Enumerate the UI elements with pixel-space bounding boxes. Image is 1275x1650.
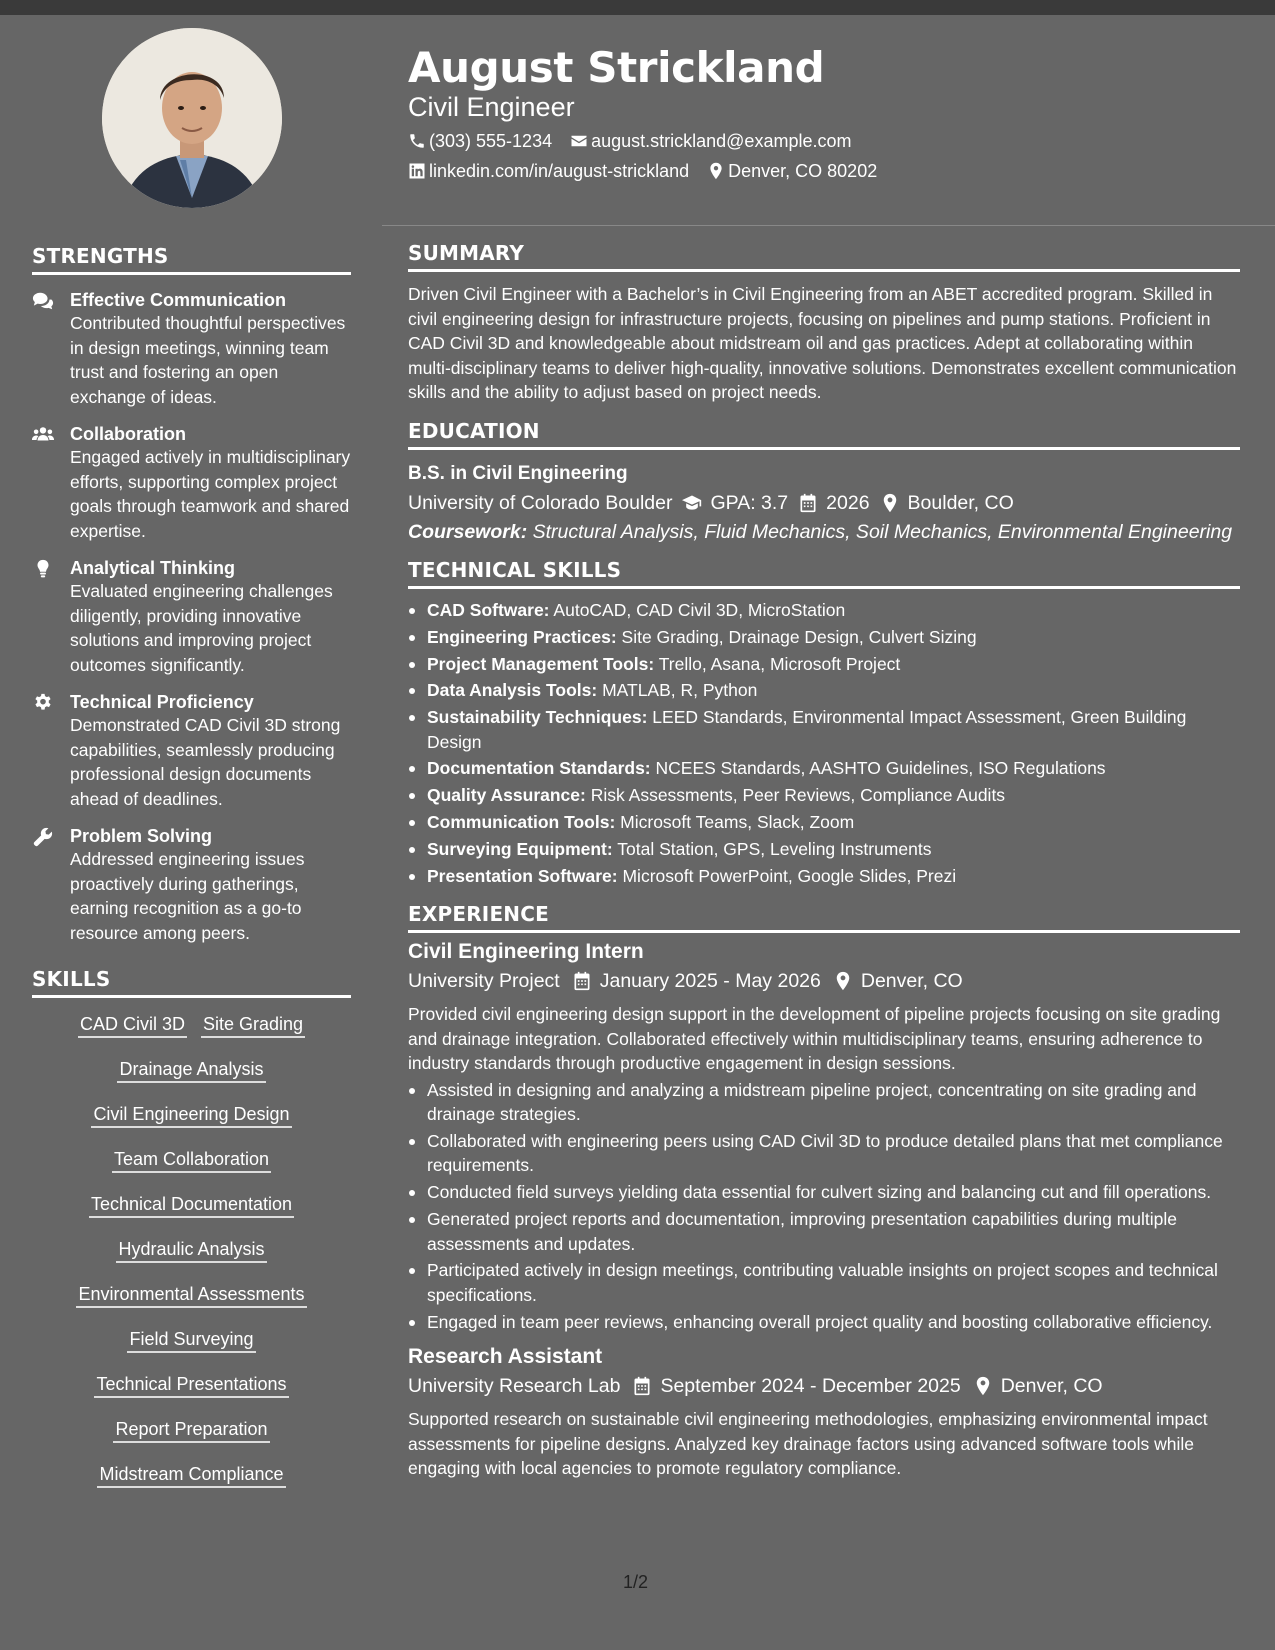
strength-item <box>32 289 351 409</box>
strength-title: Effective Communication <box>70 290 287 310</box>
technical-skills-section <box>408 558 1240 888</box>
strength-item <box>32 557 351 677</box>
email-icon <box>570 132 588 150</box>
skill-tag: Team Collaboration <box>112 1147 271 1173</box>
job-org: University Project <box>408 970 560 993</box>
skill-tag: CAD Civil 3D <box>78 1012 187 1038</box>
skill-tag: Site Grading <box>201 1012 305 1038</box>
job-meta <box>408 1373 1240 1399</box>
list-item: Conducted field surveys yielding data essential for culvert sizing and balancing cut and fill operations. <box>408 1180 1240 1205</box>
linkedin-link[interactable]: linkedin.com/in/august-strickland <box>429 161 690 181</box>
map-pin-icon <box>973 1376 993 1396</box>
list-item: Project Management Tools: Trello, Asana, Microsoft Project <box>408 652 1240 677</box>
list-item: Participated actively in design meetings, contributing valuable insights on project scopes and technical specifications. <box>408 1258 1240 1307</box>
calendar-icon <box>798 493 818 513</box>
list-item: Generated project reports and documentation, improving presentation capabilities during multiple assessments and updates. <box>408 1207 1240 1256</box>
job-title: Research Assistant <box>408 1345 603 1369</box>
candidate-role: Civil Engineer <box>408 92 575 122</box>
map-pin-icon <box>880 493 900 513</box>
left-column <box>32 28 351 1507</box>
summary-text: Driven Civil Engineer with a Bachelor’s in Civil Engineering from an ABET accredited program. Skilled in civil engineering design for infrastructure projects, focusing on pipelines and pump stations. Proficient in CAD Civil 3D and knowledgeable about midstream oil and gas practices. Adept at collaborating within multi-disciplinary teams to deliver high-quality, innovative solutions. Demonstrates excellent communication skills and the ability to adjust based on project needs. <box>408 284 1237 402</box>
job-bullets <box>408 1078 1240 1334</box>
coursework-label: Coursework: <box>408 520 528 543</box>
phone-text[interactable]: (303) 555-1234 <box>429 131 553 151</box>
list-item: Engineering Practices: Site Grading, Drainage Design, Culvert Sizing <box>408 625 1240 650</box>
page-number: 1/2 <box>623 1572 649 1592</box>
list-item: Presentation Software: Microsoft PowerPoint, Google Slides, Prezi <box>408 864 1240 889</box>
strength-item <box>32 423 351 543</box>
education-section <box>408 419 1240 545</box>
graduation-year: 2026 <box>826 491 870 514</box>
job-meta <box>408 968 1240 994</box>
education-meta <box>408 490 1240 516</box>
strength-item <box>32 825 351 945</box>
skill-tag: Technical Documentation <box>89 1192 294 1218</box>
coursework-list: Structural Analysis, Fluid Mechanics, Soil Mechanics, Environmental Engineering <box>532 520 1233 543</box>
strength-description: Addressed engineering issues proactively during gatherings, earning recognition as a go-to resource among peers. <box>70 849 305 943</box>
header-divider <box>382 225 1275 226</box>
top-bar <box>0 0 1275 15</box>
strength-title: Collaboration <box>70 424 186 444</box>
graduation-cap-icon <box>682 493 702 513</box>
resume-header <box>408 40 877 182</box>
technical-skills-heading: TECHNICAL SKILLS <box>408 558 1240 589</box>
skill-tag: Field Surveying <box>127 1327 255 1353</box>
list-item: Engaged in team peer reviews, enhancing overall project quality and boosting collaborative efficiency. <box>408 1310 1240 1335</box>
calendar-icon <box>572 971 592 991</box>
list-item: Surveying Equipment: Total Station, GPS, Leveling Instruments <box>408 837 1240 862</box>
skill-tag: Drainage Analysis <box>117 1057 265 1083</box>
wrench-icon <box>32 825 70 945</box>
list-item: Collaborated with engineering peers using CAD Civil 3D to produce detailed plans that met compliance requirements. <box>408 1129 1240 1178</box>
gpa-text: GPA: 3.7 <box>710 491 789 514</box>
school-name: University of Colorado Boulder <box>408 491 673 514</box>
profile-photo-image <box>102 28 282 208</box>
users-icon <box>32 423 70 543</box>
technical-skills-list <box>408 598 1240 888</box>
candidate-name: August Strickland <box>408 43 825 92</box>
list-item: CAD Software: AutoCAD, CAD Civil 3D, MicroStation <box>408 598 1240 623</box>
skill-tag: Report Preparation <box>113 1417 269 1443</box>
strength-title: Analytical Thinking <box>70 558 236 578</box>
strength-title: Problem Solving <box>70 826 213 846</box>
list-item: Assisted in designing and analyzing a midstream pipeline project, concentrating on site grading and drainage strategies. <box>408 1078 1240 1127</box>
skill-tag: Civil Engineering Design <box>91 1102 291 1128</box>
strengths-heading: STRENGTHS <box>32 244 351 275</box>
map-pin-icon <box>707 162 725 180</box>
contact-row <box>408 130 877 152</box>
experience-section <box>408 902 1240 1480</box>
job-dates: January 2025 - May 2026 <box>599 970 821 993</box>
summary-section <box>408 241 1240 405</box>
list-item: Data Analysis Tools: MATLAB, R, Python <box>408 678 1240 703</box>
job-location: Denver, CO <box>860 970 963 993</box>
strength-description: Engaged actively in multidisciplinary efforts, supporting complex project goals through teamwork and shared expertise. <box>70 447 351 541</box>
skill-tag: Environmental Assessments <box>76 1282 306 1308</box>
lightbulb-icon <box>32 557 70 677</box>
location-text: Denver, CO 80202 <box>728 161 878 181</box>
job-description: Provided civil engineering design support in the development of pipeline projects focusing on site grading and drainage integration. Collaborated effectively within multidisciplinary teams, ensuring adherence to industry standards through productive engagement in design sessions. <box>408 1004 1221 1074</box>
coursework <box>408 520 1240 545</box>
job-title: Civil Engineering Intern <box>408 940 644 964</box>
job-org: University Research Lab <box>408 1375 621 1398</box>
phone-icon <box>408 132 426 150</box>
strength-description: Contributed thoughtful perspectives in design meetings, winning team trust and fostering an open exchange of ideas. <box>70 313 346 407</box>
summary-heading: SUMMARY <box>408 241 1240 272</box>
job-dates: September 2024 - December 2025 <box>660 1375 961 1398</box>
linkedin-icon <box>408 162 426 180</box>
degree-title: B.S. in Civil Engineering <box>408 462 628 484</box>
skills-list <box>32 1012 351 1488</box>
job-description: Supported research on sustainable civil engineering methodologies, emphasizing environmental impact assessments for pipeline designs. Analyzed key drainage factors using advanced software tools while engaging with local agencies to promote regulatory compliance. <box>408 1409 1208 1479</box>
experience-heading: EXPERIENCE <box>408 902 1240 933</box>
skill-tag: Midstream Compliance <box>97 1462 285 1488</box>
list-item: Communication Tools: Microsoft Teams, Slack, Zoom <box>408 810 1240 835</box>
email-link[interactable]: august.strickland@example.com <box>591 131 852 151</box>
profile-photo <box>102 28 282 208</box>
education-heading: EDUCATION <box>408 419 1240 450</box>
calendar-icon <box>632 1376 652 1396</box>
right-column <box>408 241 1240 1481</box>
skill-tag: Hydraulic Analysis <box>116 1237 266 1263</box>
school-location: Boulder, CO <box>907 491 1014 514</box>
skills-heading: SKILLS <box>32 967 351 998</box>
map-pin-icon <box>833 971 853 991</box>
gear-icon <box>32 691 70 811</box>
list-item: Documentation Standards: NCEES Standards, AASHTO Guidelines, ISO Regulations <box>408 756 1240 781</box>
contact-row <box>408 160 877 182</box>
skill-tag: Technical Presentations <box>94 1372 288 1398</box>
strength-title: Technical Proficiency <box>70 692 254 712</box>
comments-icon <box>32 289 70 409</box>
strength-item <box>32 691 351 811</box>
strength-description: Demonstrated CAD Civil 3D strong capabilities, seamlessly producing professional design documents ahead of deadlines. <box>70 715 341 809</box>
list-item: Sustainability Techniques: LEED Standards, Environmental Impact Assessment, Green Building Design <box>408 705 1240 754</box>
job-location: Denver, CO <box>1000 1375 1103 1398</box>
strength-description: Evaluated engineering challenges diligently, providing innovative solutions and improving project outcomes significantly. <box>70 581 333 675</box>
list-item: Quality Assurance: Risk Assessments, Peer Reviews, Compliance Audits <box>408 783 1240 808</box>
